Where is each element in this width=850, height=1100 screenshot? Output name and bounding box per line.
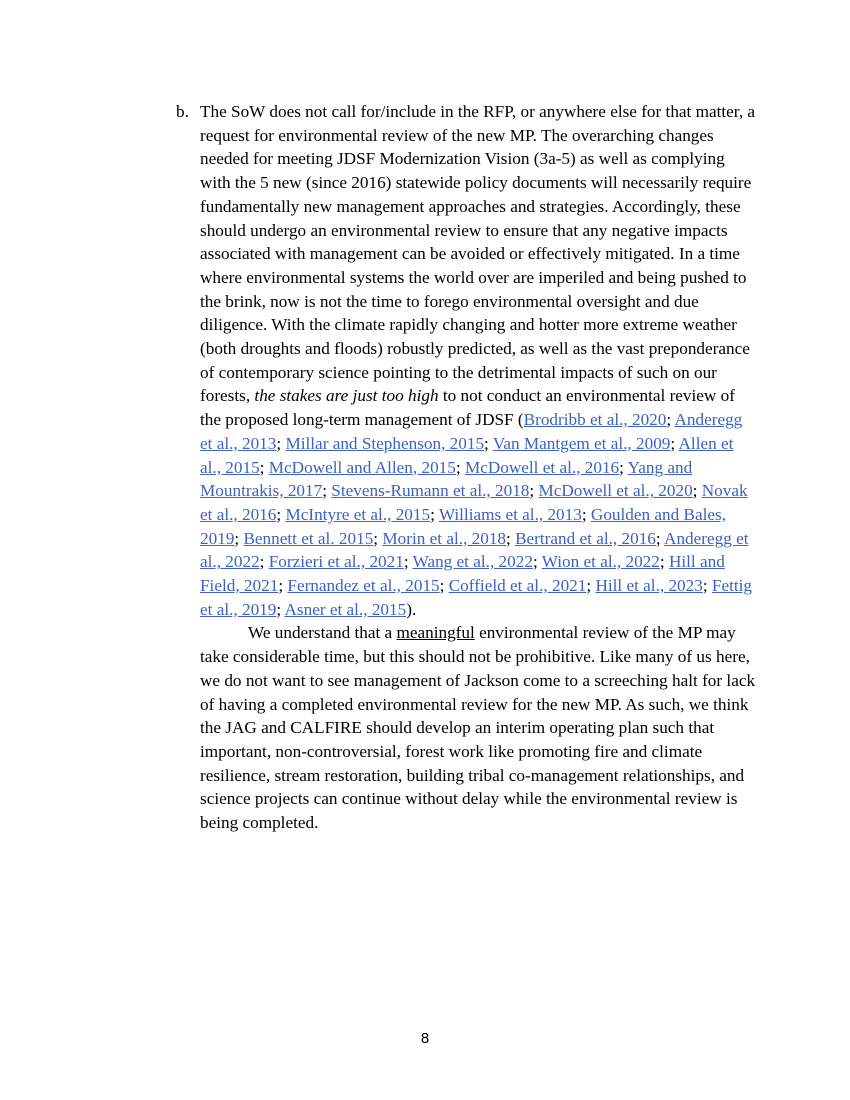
citation-separator: ;: [455, 457, 465, 477]
citation-link[interactable]: Stevens-Rumann et al., 2018: [331, 481, 530, 501]
list-item-body: [200, 100, 756, 835]
citation-separator: ;: [506, 528, 516, 548]
italic-emphasis: the stakes are just too high: [254, 386, 439, 406]
citation-separator: ;: [532, 552, 542, 572]
citation-separator: ;: [692, 481, 702, 501]
citation-link[interactable]: Yang and Mountrakis, 2017: [200, 457, 693, 501]
citation-link[interactable]: Goulden and Bales, 2019: [200, 504, 727, 548]
citation-link[interactable]: Williams et al., 2013: [438, 504, 582, 524]
citation-separator: ;: [655, 528, 665, 548]
citation-separator: ;: [666, 410, 675, 430]
citation-link[interactable]: McDowell and Allen, 2015: [268, 457, 456, 477]
citation-separator: ;: [586, 576, 596, 596]
citation-link[interactable]: Millar and Stephenson, 2015: [285, 433, 485, 453]
citation-link[interactable]: Forzieri et al., 2021: [268, 552, 404, 572]
citation-separator: ;: [670, 433, 679, 453]
paragraph-text: We understand that a: [248, 623, 397, 643]
citation-separator: ;: [276, 599, 285, 619]
citation-separator: ;: [322, 481, 332, 501]
paragraph-text-continued: environmental review of the MP may take considerable time, but this should not be prohibitive. Like many of us here, we do not want to see management of Jackson come to a screeching halt for lack of having a completed environmental review for the new MP. As such, we think the JAG and CALFIRE should develop an interim operating plan such that important, non-controversial, forest work like promoting fire and climate resilience, stream restoration, building tribal co-management relationships, and science projects can continue without delay while the environmental review is being completed.: [200, 623, 756, 833]
citation-link[interactable]: Allen et al., 2015: [200, 433, 734, 477]
list-item-b: [176, 100, 756, 835]
paragraph-text-continued: to not conduct an environmental review of the proposed long-term management of JDSF (: [200, 386, 735, 430]
citation-link[interactable]: Fernandez et al., 2015: [287, 576, 440, 596]
citation-link[interactable]: McDowell et al., 2016: [464, 457, 620, 477]
citation-link[interactable]: Fettig et al., 2019: [200, 576, 753, 619]
paragraph-text: The SoW does not call for/include in the RFP, or anywhere else for that matter, a request for environmental review of the new MP. The overarching changes needed for meeting JDSF Modernization Vision (3a-5) as well as complying with the 5 new (since 2016) statewide policy documents will necessarily require fundamentally new management approaches and strategies. Accordingly, these should undergo an environmental review to ensure that any negative impacts associated with management can be avoided or effectively mitigated. In a time where environmental systems the world over are imperiled and being pushed to the brink, now is not the time to forego environmental oversight and due diligence. With the climate rapidly changing and hotter more extreme weather (both droughts and floods) robustly predicted, as well as the vast preponderance of contemporary science pointing to the detrimental impacts of such on our forests,: [200, 102, 756, 406]
citation-separator: ;: [278, 576, 288, 596]
citation-separator: ;: [276, 504, 286, 524]
citation-separator: ;: [259, 552, 269, 572]
underlined-emphasis: meaningful: [396, 623, 475, 643]
paragraph-environmental-review-request: [200, 100, 756, 621]
citation-separator: ;: [659, 552, 669, 572]
citation-link[interactable]: Wion et al., 2022: [541, 552, 660, 572]
citation-link[interactable]: Bertrand et al., 2016: [515, 528, 656, 548]
citation-link[interactable]: Anderegg et al., 2013: [200, 410, 743, 453]
citation-separator: ;: [430, 504, 439, 524]
citation-link[interactable]: McIntyre et al., 2015: [285, 504, 431, 524]
citation-link[interactable]: Bennett et al. 2015: [243, 528, 374, 548]
citation-list: [200, 410, 752, 619]
citation-separator: ;: [259, 457, 269, 477]
citation-separator: ;: [619, 457, 628, 477]
citation-link[interactable]: Wang et al., 2022: [412, 552, 533, 572]
list-marker: b.: [176, 102, 189, 121]
citation-link[interactable]: Morin et al., 2018: [382, 528, 507, 548]
citation-separator: ;: [276, 433, 286, 453]
citation-link[interactable]: Asner et al., 2015: [284, 599, 407, 619]
citation-link[interactable]: Anderegg et al., 2022: [200, 528, 749, 572]
page-number: 8: [420, 1030, 430, 1047]
paragraph-interim-plan: [200, 621, 756, 834]
citation-separator: ;: [403, 552, 413, 572]
citation-link[interactable]: Novak et al., 2016: [200, 481, 748, 524]
citation-separator: ;: [373, 528, 383, 548]
citation-link[interactable]: McDowell et al., 2020: [538, 481, 693, 501]
citation-link[interactable]: Hill et al., 2023: [595, 576, 703, 596]
citation-closing: ).: [406, 599, 417, 619]
citation-separator: ;: [529, 481, 539, 501]
citation-link[interactable]: Brodribb et al., 2020: [523, 410, 667, 430]
citation-separator: ;: [581, 504, 591, 524]
citation-link[interactable]: Coffield et al., 2021: [448, 576, 587, 596]
citation-separator: ;: [234, 528, 244, 548]
citation-link[interactable]: Hill and Field, 2021: [200, 552, 725, 596]
citation-separator: ;: [702, 576, 712, 596]
citation-separator: ;: [439, 576, 449, 596]
citation-link[interactable]: Van Mantgem et al., 2009: [492, 433, 671, 453]
citation-separator: ;: [484, 433, 493, 453]
